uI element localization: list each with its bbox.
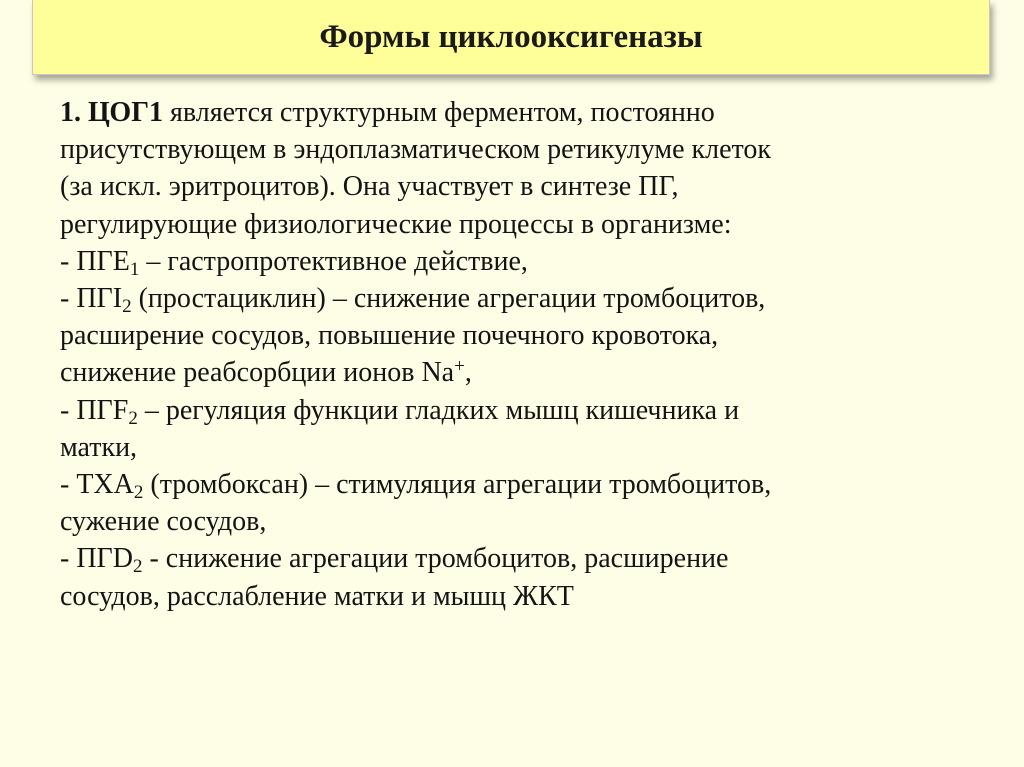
body-text: снижение реабсорбции ионов Na (60, 357, 455, 389)
body-text: (простациклин) – снижение агрегации тромбоцитов, (131, 283, 766, 315)
body-text: - ТХА (60, 469, 134, 501)
body-line-8 (60, 354, 990, 391)
body-line-7: расширение сосудов, повышение почечного кровотока, (60, 320, 719, 352)
body-line-10: матки, (60, 431, 138, 463)
body-line-13 (60, 540, 990, 577)
body-text: – регуляция функции гладких мышц кишечника и (137, 394, 740, 426)
body-line-12: сужение сосудов, (60, 506, 267, 538)
body-line-4: регулирующие физиологические процессы в организме: (60, 208, 732, 240)
body-text: - ПГD (60, 543, 133, 575)
body-text: - ПГI (60, 283, 123, 315)
body-line-2: присутствующем в эндоплазматическом ретикулуме клеток (60, 134, 771, 166)
body-text: является структурным ферментом, постоянно (163, 97, 715, 128)
subscript: 1 (129, 258, 140, 280)
body-text: - снижение агрегации тромбоцитов, расширение (142, 543, 729, 575)
body-text: - ПГF (60, 394, 129, 426)
body-line-9 (60, 392, 990, 429)
subscript: 2 (122, 296, 132, 318)
subscript: 2 (132, 556, 143, 578)
body-line-14: сосудов, расслабление матки и мышц ЖКТ (60, 580, 574, 612)
body-line-1 (60, 94, 990, 131)
body-text: , (464, 357, 472, 389)
body-line-6 (60, 280, 990, 317)
body-text: (тромбоксан) – стимуляция агрегации тромбоцитов, (143, 469, 772, 501)
cox1-heading: 1. ЦОГ1 (60, 97, 164, 128)
superscript: + (454, 356, 465, 378)
slide-body (60, 94, 990, 615)
body-text: - ПГЕ (60, 245, 130, 277)
slide-title: Формы циклооксигеназы (319, 18, 703, 55)
body-text: – гастропротективное действие, (139, 245, 528, 277)
body-line-5 (60, 243, 990, 280)
title-bar (32, 0, 990, 75)
body-line-3: (за искл. эритроцитов). Она участвует в синтезе ПГ, (60, 171, 679, 203)
subscript: 2 (128, 407, 138, 429)
subscript: 2 (133, 482, 144, 504)
body-line-11 (60, 466, 990, 503)
